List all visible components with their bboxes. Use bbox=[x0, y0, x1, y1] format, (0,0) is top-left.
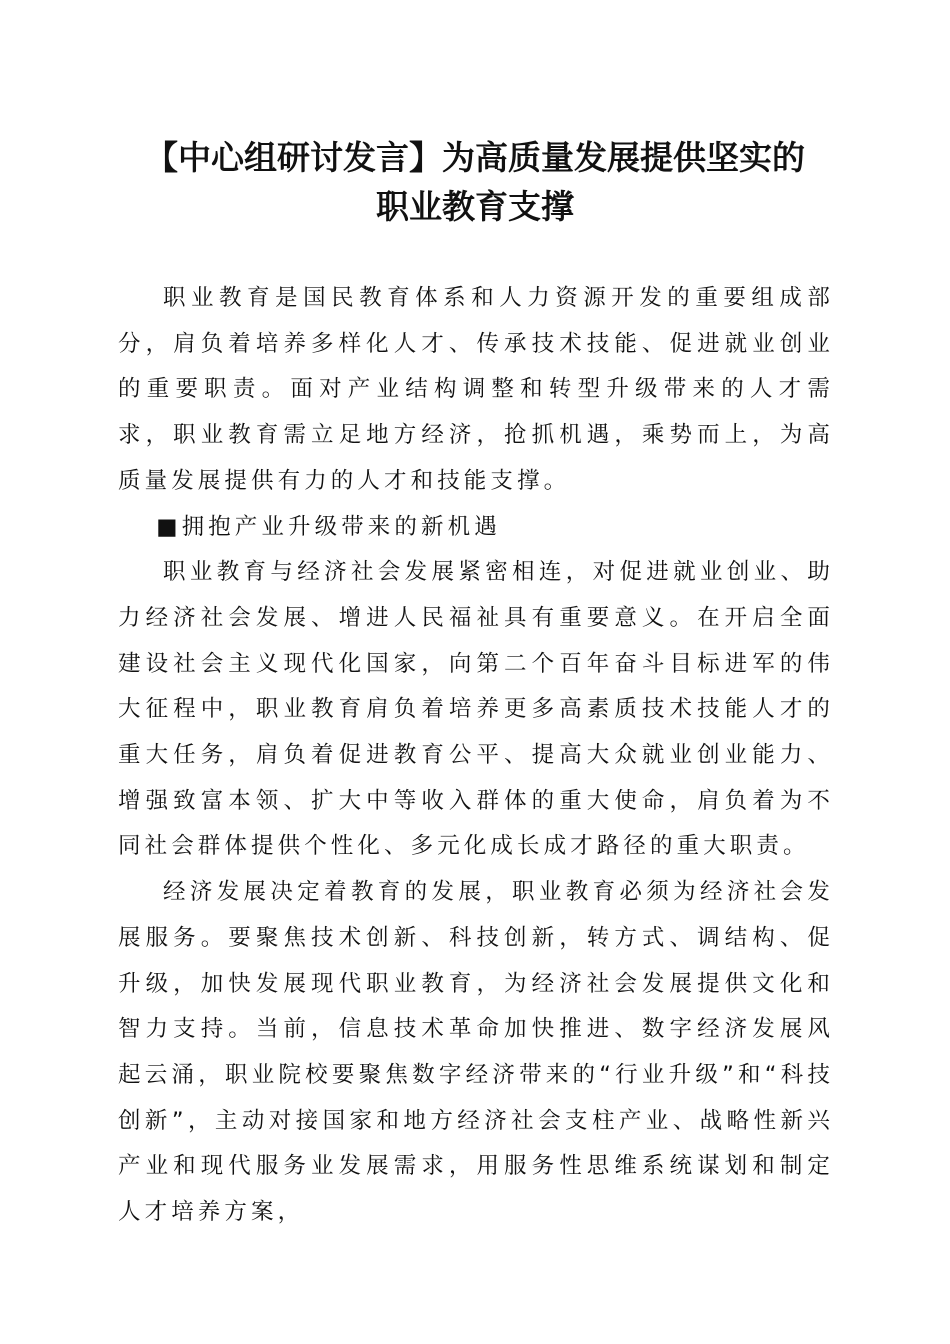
paragraph-intro: 职业教育是国民教育体系和人力资源开发的重要组成部分，肩负着培养多样化人才、传承技术技能、促进就业创业的重要职责。面对产业结构调整和转型升级带来的人才需求，职业教育需立足地方经济，抢抓机遇，乘势而上，为高质量发展提供有力的人才和技能支撑。 bbox=[118, 285, 834, 494]
paragraph-2: 职业教育与经济社会发展紧密相连，对促进就业创业、助力经济社会发展、增进人民福祉具有重要意义。在开启全面建设社会主义现代化国家，向第二个百年奋斗目标进军的伟大征程中，职业教育肩负着培养更多高素质技术技能人才的重大任务，肩负着促进教育公平、提高大众就业创业能力、增强致富本领、扩大中等收入群体的重大使命，肩负着为不同社会群体提供个性化、多元化成长成才路径的重大职责。 bbox=[118, 559, 834, 860]
document-title-line-1: 【中心组研讨发言】为高质量发展提供坚实的 bbox=[145, 138, 805, 177]
document-body bbox=[118, 276, 834, 1236]
paragraph-3: 经济发展决定着教育的发展，职业教育必须为经济社会发展服务。要聚焦技术创新、科技创新，转方式、调结构、促升级，加快发展现代职业教育，为经济社会发展提供文化和智力支持。当前，信息技术革命加快推进、数字经济发展风起云涌，职业院校要聚焦数字经济带来的“行业升级”和“科技创新”，主动对接国家和地方经济社会支柱产业、战略性新兴产业和现代服务业发展需求，用服务性思维系统谋划和制定人才培养方案， bbox=[118, 879, 834, 1226]
document-title-line-2: 职业教育支撑 bbox=[376, 187, 574, 226]
section-heading: ■拥抱产业升级带来的新机遇 bbox=[156, 513, 501, 540]
